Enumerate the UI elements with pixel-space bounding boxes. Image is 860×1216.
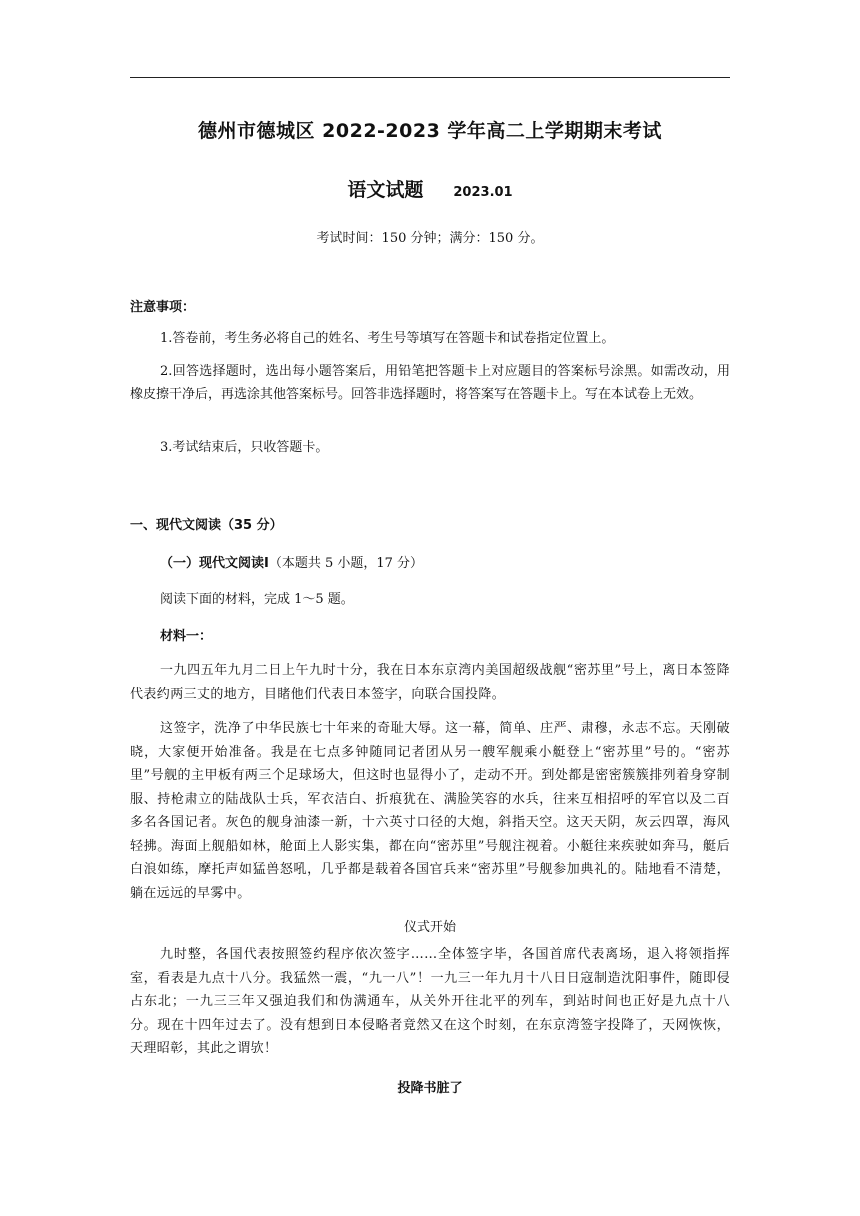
top-rule — [130, 77, 730, 78]
paragraph-1: 一九四五年九月二日上午九时十分，我在日本东京湾内美国超级战舰“密苏里”号上，离日本签降代表约两三丈的地方，目睹他们代表日本签字，向联合国投降。 — [130, 663, 730, 702]
page-subtitle — [130, 175, 730, 202]
notice-item-1: 1.答卷前，考生务必将自己的姓名、考生号等填写在答题卡和试卷指定位置上。 — [160, 331, 615, 346]
subsection-heading — [160, 552, 423, 571]
paragraph-ceremony: 九时整，各国代表按照签约程序依次签字……全体签字毕，各国首席代表离场，退入将领指挥室，看表是九点十八分。我猛然一震，“九一八”！一九三一年九月十八日日寇制造沈阳事件，随即侵占东北；一九三三年又强迫我们和伪满通车，从关外开往北平的列车，到站时间也正好是九点十八分。现在十四年过去了。没有想到日本侵略者竟然又在这个时刻，在东京湾签字投降了，天网恢恢，天理昭彰，其此之谓欤！ — [130, 947, 730, 1056]
notice-item-3: 3.考试结束后，只收答题卡。 — [160, 440, 329, 455]
exam-info: 考试时间：150 分钟；满分：150 分。 — [316, 231, 544, 246]
notice-heading: 注意事项： — [130, 300, 196, 315]
paragraph-2: 这签字，洗净了中华民族七十年来的奇耻大辱。这一幕，简单、庄严、肃穆，永志不忘。天刚破晓，大家便开始准备。我是在七点多钟随同记者团从另一艘军舰乘小艇登上“密苏里”号的。“密苏里”号舰的主甲板有两三个足球场大，但这时也显得小了，走动不开。到处都是密密簇簇排列着身穿制服、持枪肃立的陆战队士兵，军衣洁白、折痕犹在、满脸笑容的水兵，往来互相招呼的军官以及二百多名各国记者。灰色的舰身油漆一新，十六英寸口径的大炮，斜指天空。这天天阴，灰云四罩，海风轻拂。海面上舰船如林，舱面上人影实集，都在向“密苏里”号舰注视着。小艇往来疾驶如奔马，艇后白浪如练，摩托声如猛兽怒吼，几乎都是载着各国官兵来“密苏里”号舰参加典礼的。陆地看不清楚，躺在远远的早雾中。 — [130, 721, 730, 901]
reading-instruction: 阅读下面的材料，完成 1～5 题。 — [160, 592, 354, 607]
notice-item-2: 2.回答选择题时，选出每小题答案后，用铅笔把答题卡上对应题目的答案标号涂黑。如需改动，用橡皮擦干净后，再选涂其他答案标号。回答非选择题时，将答案写在答题卡上。写在本试卷上无效。 — [130, 364, 730, 402]
heading-dirty-document: 投降书脏了 — [397, 1081, 463, 1096]
exam-date: 2023.01 — [453, 185, 513, 200]
subsection-title: （一）现代文阅读Ⅰ — [160, 556, 269, 571]
heading-ceremony: 仪式开始 — [403, 920, 456, 935]
page-title: 德州市德城区 2022-2023 学年高二上学期期末考试 — [198, 120, 662, 142]
section-heading: 一、现代文阅读（35 分） — [130, 518, 283, 533]
material-label: 材料一： — [160, 629, 213, 644]
subject-title: 语文试题 — [347, 179, 424, 201]
subsection-note: （本题共 5 小题，17 分） — [268, 556, 424, 571]
